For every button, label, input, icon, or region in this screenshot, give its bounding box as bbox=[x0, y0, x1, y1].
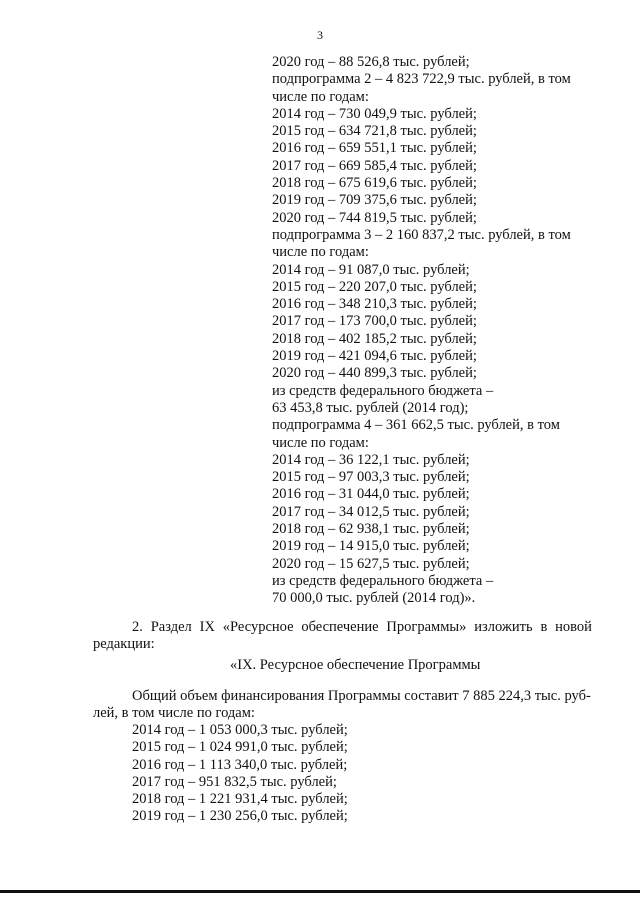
funding-line: 2015 год – 220 207,0 тыс. рублей; bbox=[272, 278, 477, 295]
year-funding-line: 2017 год – 951 832,5 тыс. рублей; bbox=[132, 773, 337, 790]
funding-line: 2017 год – 669 585,4 тыс. рублей; bbox=[272, 157, 477, 174]
subprogram-funding-list bbox=[272, 54, 592, 608]
funding-line: 2018 год – 62 938,1 тыс. рублей; bbox=[272, 521, 470, 538]
section-title: «IX. Ресурсное обеспечение Программы bbox=[230, 657, 481, 673]
total-funding-line-2: лей, в том числе по годам: bbox=[93, 705, 255, 722]
year-funding-line: 2014 год – 1 053 000,3 тыс. рублей; bbox=[132, 722, 348, 738]
year-funding-line: 2018 год – 1 221 931,4 тыс. рублей; bbox=[132, 791, 348, 808]
funding-line: 2015 год – 97 003,3 тыс. рублей; bbox=[272, 469, 470, 486]
funding-line: 2016 год – 659 551,1 тыс. рублей; bbox=[272, 140, 477, 157]
funding-line: 2019 год – 709 375,6 тыс. рублей; bbox=[272, 192, 477, 209]
funding-line: 2014 год – 730 049,9 тыс. рублей; bbox=[272, 105, 477, 122]
funding-line: 2014 год – 91 087,0 тыс. рублей; bbox=[272, 261, 470, 278]
funding-line: числе по годам: bbox=[272, 88, 369, 105]
funding-line: подпрограмма 3 – 2 160 837,2 тыс. рублей, в том bbox=[272, 226, 571, 243]
funding-line: из средств федерального бюджета – bbox=[272, 382, 494, 399]
funding-line: числе по годам: bbox=[272, 244, 369, 261]
funding-line: 2015 год – 634 721,8 тыс. рублей; bbox=[272, 123, 477, 140]
funding-line: 2019 год – 14 915,0 тыс. рублей; bbox=[272, 538, 470, 555]
word: обеспечение bbox=[301, 619, 379, 635]
word: Программы» bbox=[386, 619, 467, 635]
funding-line: 2017 год – 34 012,5 тыс. рублей; bbox=[272, 503, 470, 520]
funding-line: подпрограмма 4 – 361 662,5 тыс. рублей, в том bbox=[272, 417, 560, 434]
year-funding-line: 2016 год – 1 113 340,0 тыс. рублей; bbox=[132, 756, 348, 773]
funding-line: 2020 год – 15 627,5 тыс. рублей; bbox=[272, 555, 470, 572]
section-paragraph-line-2: редакции: bbox=[93, 636, 155, 653]
funding-line: подпрограмма 2 – 4 823 722,9 тыс. рублей, в том bbox=[272, 71, 571, 88]
year-funding-line: 2019 год – 1 230 256,0 тыс. рублей; bbox=[132, 808, 348, 825]
funding-line: 2017 год – 173 700,0 тыс. рублей; bbox=[272, 313, 477, 330]
yearly-funding-list bbox=[132, 722, 492, 826]
word: изложить bbox=[474, 619, 533, 635]
word: в bbox=[540, 619, 548, 635]
year-funding-line: 2015 год – 1 024 991,0 тыс. рублей; bbox=[132, 739, 348, 756]
funding-line: 2020 год – 440 899,3 тыс. рублей; bbox=[272, 365, 477, 382]
word: 2. bbox=[132, 619, 143, 635]
bottom-rule bbox=[0, 890, 640, 893]
section-paragraph-line-1 bbox=[132, 619, 592, 636]
funding-line: 2016 год – 348 210,3 тыс. рублей; bbox=[272, 296, 477, 313]
total-funding-line-1: Общий объем финансирования Программы составит 7 885 224,3 тыс. руб- bbox=[132, 688, 591, 704]
section-replacement-paragraph bbox=[93, 619, 592, 654]
funding-line: 2020 год – 88 526,8 тыс. рублей; bbox=[272, 54, 470, 70]
funding-line: 2016 год – 31 044,0 тыс. рублей; bbox=[272, 486, 470, 503]
funding-line: 2020 год – 744 819,5 тыс. рублей; bbox=[272, 209, 477, 226]
funding-line: 2014 год – 36 122,1 тыс. рублей; bbox=[272, 451, 470, 468]
funding-line: числе по годам: bbox=[272, 434, 369, 451]
funding-line: 2018 год – 675 619,6 тыс. рублей; bbox=[272, 175, 477, 192]
word: Раздел bbox=[150, 619, 192, 635]
funding-line: из средств федерального бюджета – bbox=[272, 572, 494, 589]
page-number: 3 bbox=[317, 28, 323, 42]
word: IX bbox=[199, 619, 215, 635]
word: новой bbox=[555, 619, 592, 635]
funding-line: 70 000,0 тыс. рублей (2014 год)». bbox=[272, 590, 476, 607]
funding-line: 2018 год – 402 185,2 тыс. рублей; bbox=[272, 330, 477, 347]
funding-line: 63 453,8 тыс. рублей (2014 год); bbox=[272, 399, 469, 416]
word: «Ресурсное bbox=[222, 619, 294, 635]
total-funding-paragraph bbox=[93, 688, 592, 723]
funding-line: 2019 год – 421 094,6 тыс. рублей; bbox=[272, 348, 477, 365]
